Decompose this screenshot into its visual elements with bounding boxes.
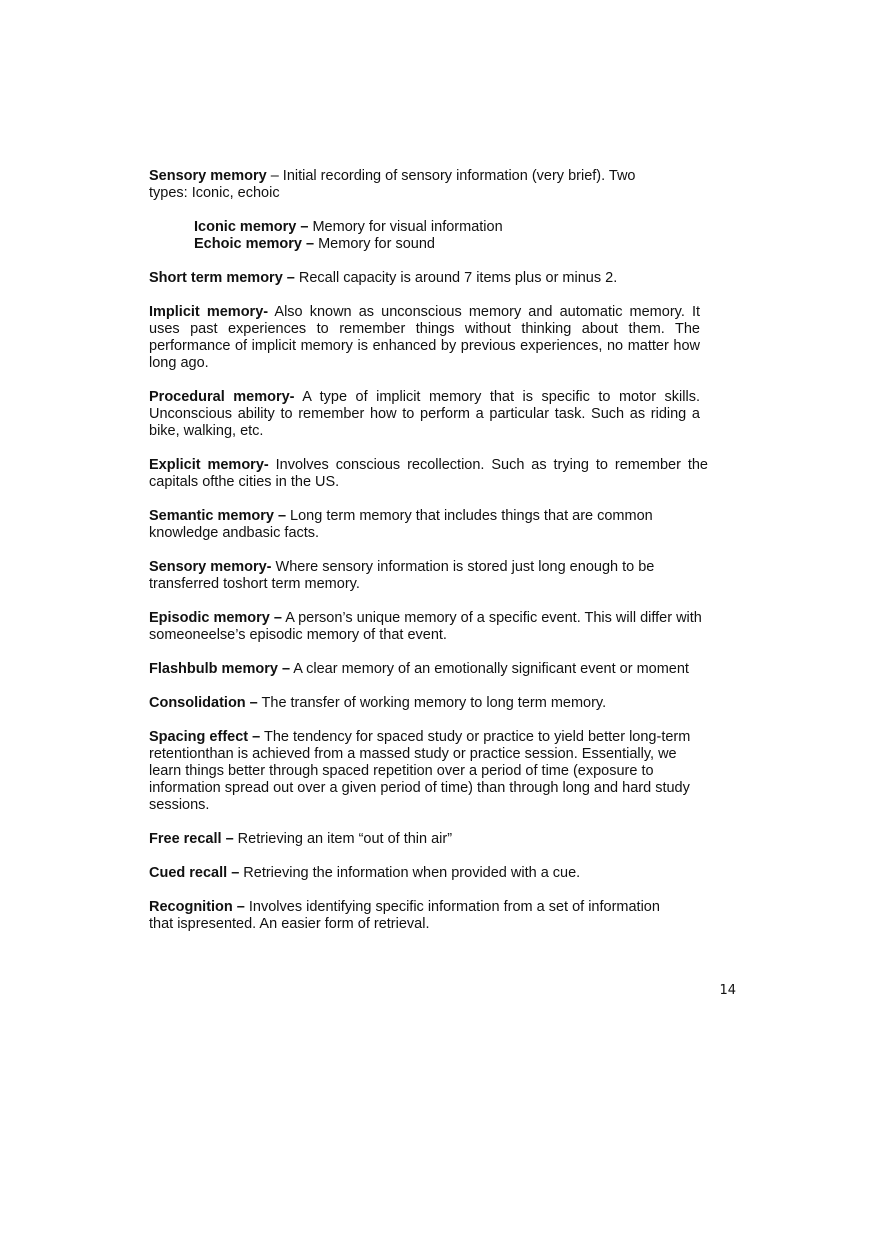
entry-implicit-memory bbox=[149, 304, 700, 372]
definition-free-recall: Retrieving an item “out of thin air” bbox=[233, 831, 453, 847]
entry-iconic-memory bbox=[194, 219, 725, 236]
term-explicit-memory: Explicit memory- bbox=[149, 457, 269, 473]
term-free-recall: Free recall – bbox=[149, 831, 234, 847]
definition-sensory-memory: – Initial recording of sensory information (very brief). Two types: Iconic, echoic bbox=[149, 168, 636, 201]
entry-consolidation bbox=[149, 695, 725, 712]
definition-echoic-memory: Memory for sound bbox=[314, 236, 435, 252]
term-spacing-effect: Spacing effect – bbox=[149, 729, 261, 745]
definition-explicit-memory: Involves conscious recollection. Such as trying to remember the capitals ofthe cities in the US. bbox=[149, 457, 708, 490]
entry-procedural-memory bbox=[149, 389, 700, 440]
definition-procedural-memory: A type of implicit memory that is specific to motor skills. Unconscious ability to remember how to perform a particular task. Such as riding a bike, walking, etc. bbox=[149, 389, 700, 439]
term-episodic-memory: Episodic memory – bbox=[149, 610, 282, 626]
definition-recognition: Involves identifying specific information from a set of information that ispresented. An easier form of retrieval. bbox=[149, 899, 660, 932]
entry-episodic-memory bbox=[149, 610, 725, 644]
definition-spacing-effect: The tendency for spaced study or practice to yield better long-term retentionthan is achieved from a massed study or practice session. Essentially, we learn things better through spaced repetition over a period of time (exposure to information spread out over a given period of time) than through long and hard study sessions. bbox=[149, 729, 691, 813]
term-sensory-memory: Sensory memory bbox=[149, 168, 267, 184]
term-echoic-memory: Echoic memory – bbox=[194, 236, 315, 252]
entry-free-recall bbox=[149, 831, 725, 848]
term-consolidation: Consolidation – bbox=[149, 695, 258, 711]
term-short-term-memory: Short term memory – bbox=[149, 270, 295, 286]
term-flashbulb-memory: Flashbulb memory – bbox=[149, 661, 291, 677]
entry-sensory-memory-2 bbox=[149, 559, 679, 593]
definition-sensory-memory-2: Where sensory information is stored just long enough to be transferred toshort term memory. bbox=[149, 559, 655, 592]
definition-semantic-memory: Long term memory that includes things that are common knowledge andbasic facts. bbox=[149, 508, 653, 541]
glossary-content bbox=[149, 168, 725, 950]
definition-flashbulb-memory: A clear memory of an emotionally significant event or moment bbox=[290, 661, 689, 677]
term-iconic-memory: Iconic memory – bbox=[194, 219, 309, 235]
term-semantic-memory: Semantic memory – bbox=[149, 508, 287, 524]
entry-recognition bbox=[149, 899, 679, 933]
entry-cued-recall bbox=[149, 865, 725, 882]
definition-episodic-memory: A person’s unique memory of a specific event. This will differ with someoneelse’s episodic memory of that event. bbox=[149, 610, 702, 643]
definition-iconic-memory: Memory for visual information bbox=[308, 219, 503, 235]
entry-semantic-memory bbox=[149, 508, 679, 542]
term-sensory-memory-2: Sensory memory- bbox=[149, 559, 272, 575]
sensory-subtypes bbox=[149, 219, 725, 253]
definition-cued-recall: Retrieving the information when provided with a cue. bbox=[239, 865, 581, 881]
entry-flashbulb-memory bbox=[149, 661, 725, 678]
term-cued-recall: Cued recall – bbox=[149, 865, 240, 881]
entry-short-term-memory bbox=[149, 270, 725, 287]
entry-sensory-memory bbox=[149, 168, 659, 202]
entry-explicit-memory bbox=[149, 457, 708, 491]
term-implicit-memory: Implicit memory- bbox=[149, 304, 269, 320]
entry-echoic-memory bbox=[194, 236, 725, 253]
term-procedural-memory: Procedural memory- bbox=[149, 389, 295, 405]
definition-implicit-memory: Also known as unconscious memory and automatic memory. It uses past experiences to remember things without thinking about them. The performance of implicit memory is enhanced by previous experiences, no matter how long ago. bbox=[149, 304, 701, 371]
term-recognition: Recognition – bbox=[149, 899, 245, 915]
page-number: 14 bbox=[719, 983, 736, 998]
entry-spacing-effect bbox=[149, 729, 709, 814]
definition-short-term-memory: Recall capacity is around 7 items plus or minus 2. bbox=[294, 270, 618, 286]
definition-consolidation: The transfer of working memory to long term memory. bbox=[257, 695, 607, 711]
